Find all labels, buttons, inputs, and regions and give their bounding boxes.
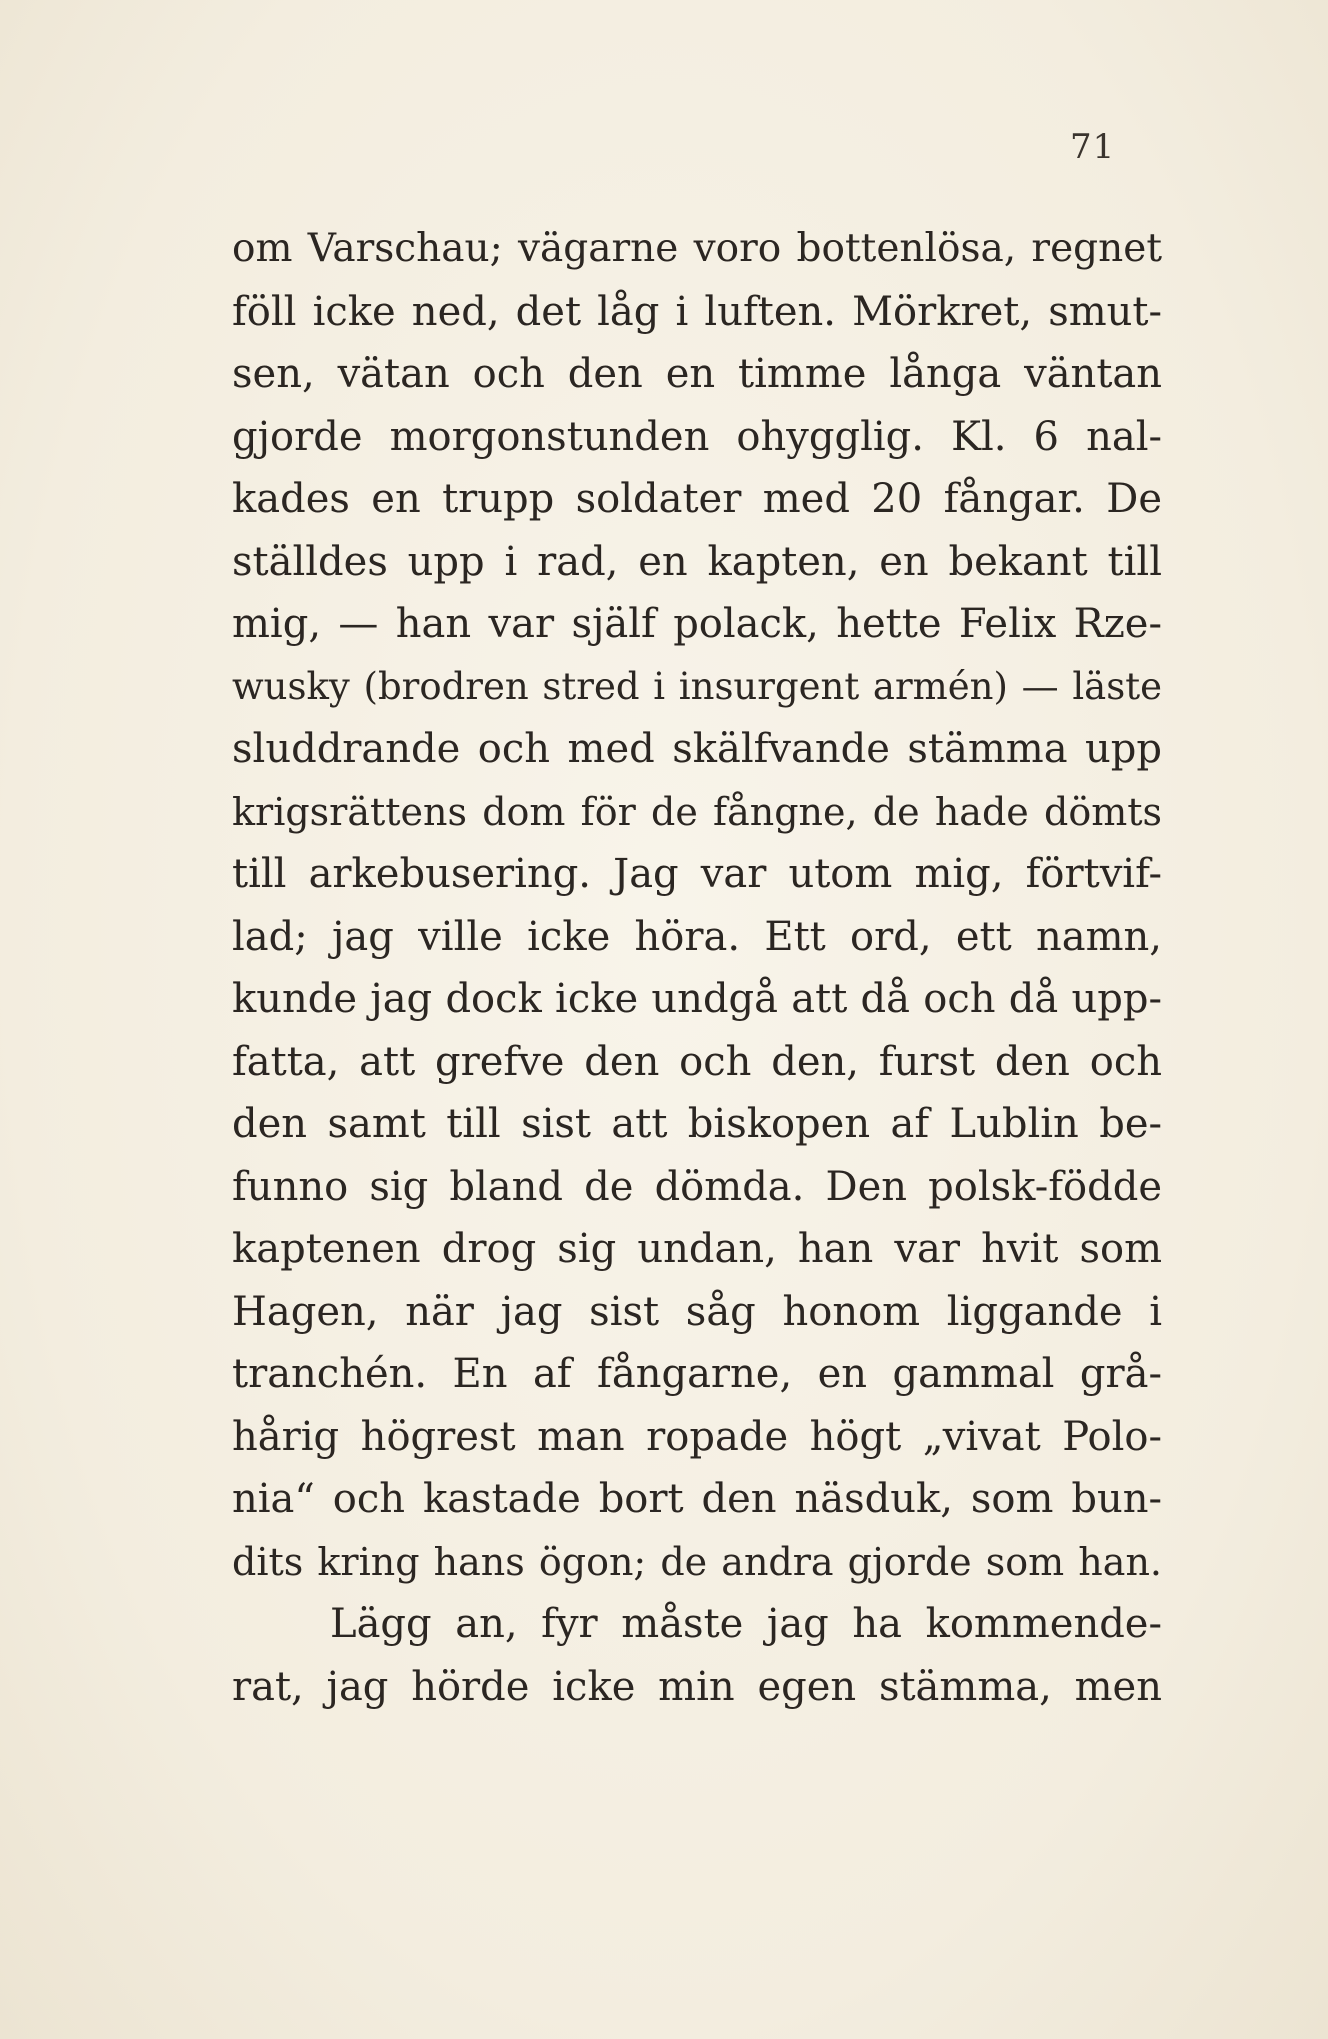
text-line-1: om Varschau; vägarne voro bottenlösa, regnet: [232, 226, 1162, 271]
text-line-13: kunde jag dock icke undgå att då och då upp-: [232, 976, 1162, 1022]
text-line-6: ställdes upp i rad, en kapten, en bekant till: [232, 538, 1162, 585]
text-line-4: gjorde morgonstunden ohygglig. Kl. 6 nal-: [232, 413, 1162, 460]
text-line-18: Hagen, när jag sist såg honom liggande i: [232, 1288, 1162, 1335]
text-line-22: dits kring hans ögon; de andra gjorde som han.: [232, 1539, 1162, 1584]
text-line-23: Lägg an, fyr måste jag ha kommende-: [330, 1601, 1162, 1647]
text-line-20: hårig högrest man ropade högt „vivat Polo-: [232, 1413, 1162, 1460]
text-line-10: krigsrättens dom för de fångne, de hade dömts: [232, 789, 1162, 834]
text-line-21: nia“ och kastade bort den näsduk, som bun-: [232, 1476, 1162, 1522]
text-line-19: tranchén. En af fångarne, en gammal grå-: [232, 1351, 1162, 1397]
text-line-11: till arkebusering. Jag var utom mig, förtvif-: [232, 851, 1162, 897]
page-number: 71: [1070, 127, 1116, 167]
text-line-16: funno sig bland de dömda. Den polsk-födde: [232, 1163, 1162, 1210]
text-line-15: den samt till sist att biskopen af Lublin be-: [232, 1101, 1162, 1147]
text-line-2: föll icke ned, det låg i luften. Mörkret, smut-: [232, 288, 1162, 335]
text-line-12: lad; jag ville icke höra. Ett ord, ett namn,: [232, 913, 1162, 960]
text-line-14: fatta, att grefve den och den, furst den och: [232, 1038, 1162, 1085]
text-line-24: rat, jag hörde icke min egen stämma, men: [232, 1663, 1162, 1710]
text-line-9: sluddrande och med skälfvande stämma upp: [232, 726, 1162, 772]
text-line-8: wusky (brodren stred i insurgent armén) — läste: [232, 664, 1162, 708]
text-line-3: sen, vätan och den en timme långa väntan: [232, 351, 1162, 397]
body-text: [232, 218, 1162, 1718]
text-line-7: mig, — han var själf polack, hette Felix Rze-: [232, 601, 1162, 647]
text-line-17: kaptenen drog sig undan, han var hvit som: [232, 1226, 1162, 1272]
text-line-5: kades en trupp soldater med 20 fångar. De: [232, 476, 1162, 522]
